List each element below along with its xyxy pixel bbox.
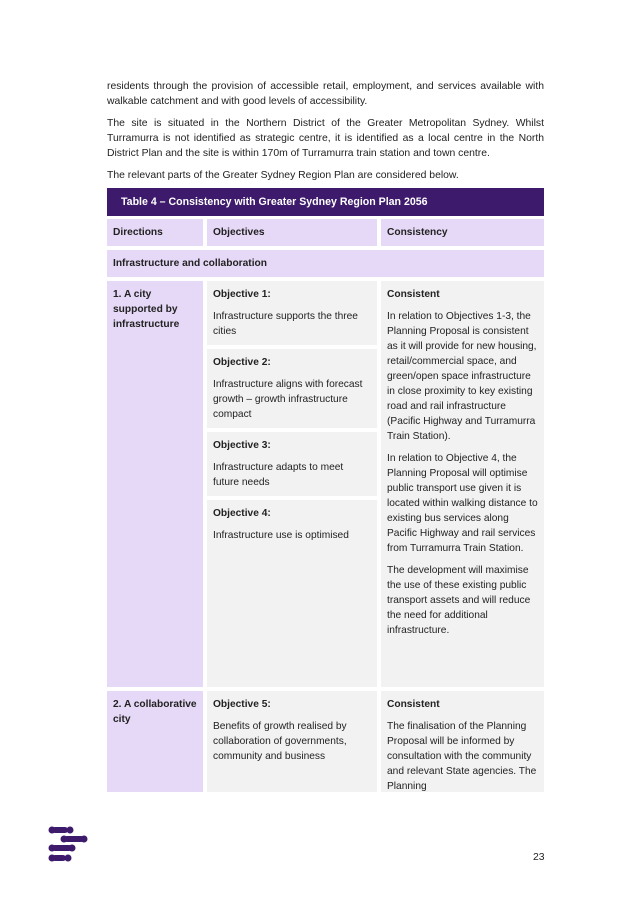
objective-block (207, 349, 377, 428)
section-heading: Infrastructure and collaboration (107, 250, 544, 277)
consistency-cell (381, 691, 544, 792)
objective-block (207, 432, 377, 496)
objective-block (207, 281, 377, 345)
header-directions: Directions (107, 219, 203, 246)
table-row (107, 281, 544, 687)
header-consistency: Consistency (381, 219, 544, 246)
objective-block (207, 691, 377, 792)
page-number: 23 (533, 852, 545, 863)
objectives-cell (207, 281, 377, 687)
objective-title: Objective 2: (213, 357, 271, 368)
objectives-cell (207, 691, 377, 792)
objective-text: Infrastructure aligns with forecast growth – growth infrastructure compact (213, 379, 363, 420)
objective-title: Objective 1: (213, 289, 271, 300)
intro-paragraph-1: residents through the provision of accessible retail, employment, and services available with walkable catchment and with good levels of accessibility. (107, 81, 544, 107)
table-row (107, 691, 544, 792)
header-objectives: Objectives (207, 219, 377, 246)
objective-text: Infrastructure use is optimised (213, 530, 349, 541)
consistency-cell (381, 281, 544, 687)
objective-title: Objective 3: (213, 440, 271, 451)
objective-title: Objective 5: (213, 699, 271, 710)
intro-paragraph-2: The site is situated in the Northern District of the Greater Metropolitan Sydney. Whilst Turramurra is not identified as strategic centre, it is identified as a local centre in the North District Plan and the site is within 170m of Turramurra train station and town centre. (107, 118, 544, 159)
objective-title: Objective 4: (213, 508, 271, 519)
direction-cell: 2. A collaborative city (107, 691, 203, 792)
consistency-paragraph: In relation to Objectives 1-3, the Planning Proposal is consistent as it will provide for new housing, retail/commercial space, and green/open space infrastructure in close proximity to key existing road and rail infrastructure (Pacific Highway and Turramurra Train Station). (387, 311, 537, 442)
objective-text: Infrastructure adapts to meet future needs (213, 462, 344, 488)
table-title: Table 4 – Consistency with Greater Sydney Region Plan 2056 (107, 188, 544, 216)
table-header-row (107, 219, 544, 246)
consistency-table (107, 188, 544, 792)
objective-text: Infrastructure supports the three cities (213, 311, 358, 337)
direction-cell: 1. A city supported by infrastructure (107, 281, 203, 687)
objective-text: Benefits of growth realised by collaboration of governments, community and business (213, 721, 347, 762)
objective-block (207, 500, 377, 687)
consistency-paragraph: In relation to Objective 4, the Planning Proposal will optimise public transport use given it is located within walking distance to existing bus services along Pacific Highway and rail services from Turramurra Train Station. (387, 453, 538, 554)
consistency-status: Consistent (387, 699, 440, 710)
consistency-paragraph: The finalisation of the Planning Proposal will be informed by consultation with the community and relevant State agencies. The Planning (387, 721, 537, 792)
intro-paragraph-3: The relevant parts of the Greater Sydney Region Plan are considered below. (107, 170, 459, 181)
intro-text (107, 79, 544, 190)
consistency-paragraph: The development will maximise the use of these existing public transport assets and will reduce the need for additional infrastructure. (387, 565, 531, 636)
company-logo-icon (46, 826, 90, 862)
consistency-status: Consistent (387, 289, 440, 300)
